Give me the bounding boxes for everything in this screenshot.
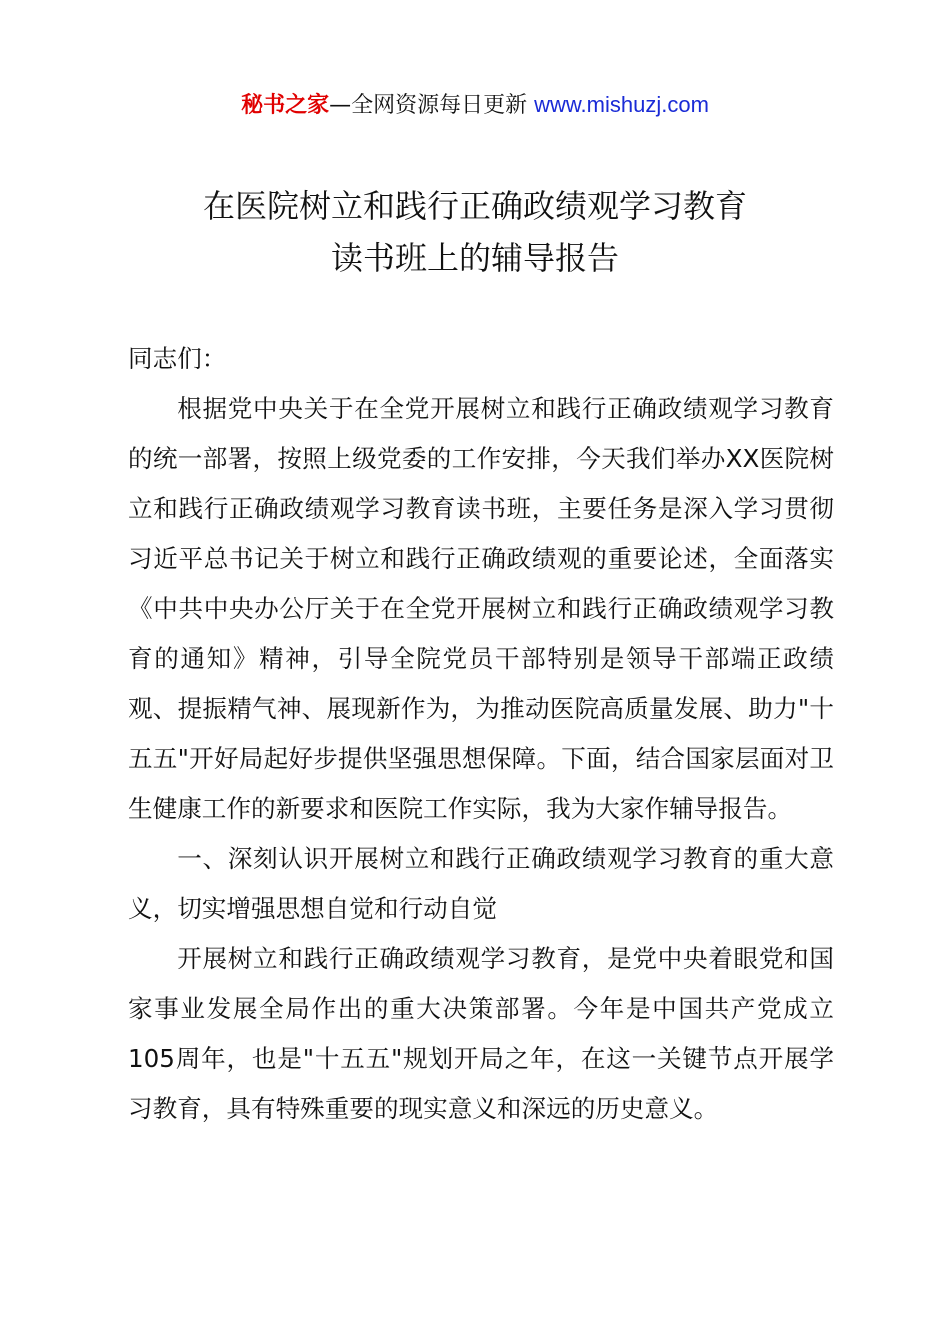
header-tagline: —全网资源每日更新 [329,93,535,118]
paragraph-section-1: 开展树立和践行正确政绩观学习教育，是党中央着眼党和国家事业发展全局作出的重大决策部署。今年是中国共产党成立105周年，也是"十五五"规划开局之年，在这一关键节点开展学习教育，具有特殊重要的现实意义和深远的历史意义。 [128,944,834,1123]
site-url-link[interactable]: www.mishuzj.com [534,92,709,117]
title-line-1: 在医院树立和践行正确政绩观学习教育 [202,187,747,225]
document-title [0,180,950,284]
salutation: 同志们： [128,344,227,373]
site-header [0,88,950,123]
title-line-2: 读书班上的辅导报告 [330,239,619,277]
document-body [128,334,834,1134]
paragraph-intro: 根据党中央关于在全党开展树立和践行正确政绩观学习教育的统一部署，按照上级党委的工作安排，今天我们举办XX医院树立和践行正确政绩观学习教育读书班，主要任务是深入学习贯彻习近平总书记关于树立和践行正确政绩观的重要论述，全面落实《中共中央办公厅关于在全党开展树立和践行正确政绩观学习教育的通知》精神，引导全院党员干部特别是领导干部端正政绩观、提振精气神、展现新作为，为推动医院高质量发展、助力"十五五"开好局起好步提供坚强思想保障。下面，结合国家层面对卫生健康工作的新要求和医院工作实际，我为大家作辅导报告。 [128,394,834,823]
section-heading-1: 一、深刻认识开展树立和践行正确政绩观学习教育的重大意义，切实增强思想自觉和行动自觉 [128,844,834,923]
brand-name: 秘书之家 [241,93,330,118]
